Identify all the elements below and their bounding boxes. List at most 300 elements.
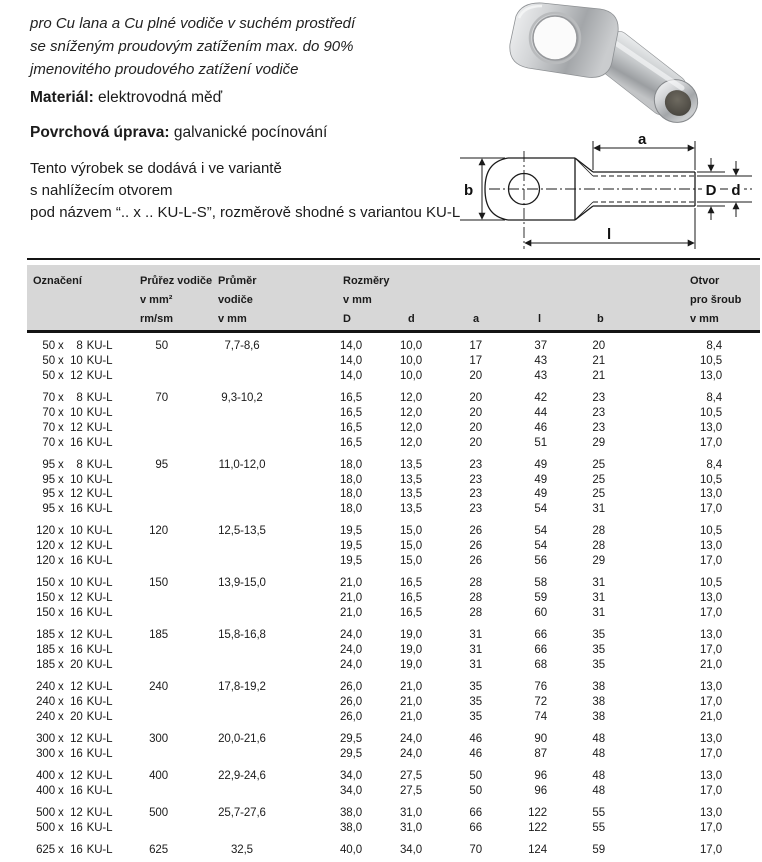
bolt-hole-cell: 21,0 [700, 658, 722, 671]
dim-D-cell: 26,0 [340, 710, 362, 723]
designation-cell: 95 x 8 KU-L [42, 458, 113, 471]
dim-a-cell: 66 [469, 806, 482, 819]
conductor-diameter-cell [170, 369, 314, 384]
designation-cell: 185 x 16 KU-L [36, 643, 113, 656]
conductor-diameter-cell [170, 502, 314, 517]
cross-section-cell [115, 539, 170, 554]
designation-cell: 625 x 16 KU-L [36, 843, 113, 856]
dim-l-cell: 124 [528, 843, 547, 856]
table-row [27, 658, 760, 673]
dim-b-cell: 29 [592, 436, 605, 449]
cross-section-cell [115, 421, 170, 436]
header-conductor-diameter: Průměr vodiče v mm [218, 275, 257, 325]
dim-d-cell: 13,5 [400, 488, 422, 501]
bolt-hole-cell: 13,0 [700, 592, 722, 605]
dim-label-b: b [464, 182, 474, 199]
conductor-diameter-cell: 20,0-21,6 [218, 732, 266, 745]
bolt-hole-cell: 17,0 [700, 747, 722, 760]
table-row [27, 747, 760, 762]
conductor-diameter-cell: 17,8-19,2 [218, 680, 266, 693]
designation-cell: 95 x 12 KU-L [42, 488, 113, 501]
dim-l-cell: 72 [534, 695, 547, 708]
dim-l-cell: 51 [534, 436, 547, 449]
dim-d-cell: 21,0 [400, 680, 422, 693]
header-dim-d: d [408, 313, 415, 325]
header-dim-D: D [343, 313, 351, 325]
conductor-diameter-cell: 25,7-27,6 [218, 806, 266, 819]
dim-a-cell: 23 [469, 473, 482, 486]
table-row [27, 421, 760, 436]
dim-a-cell: 50 [469, 769, 482, 782]
dim-l-cell: 49 [534, 458, 547, 471]
table-row [27, 502, 760, 517]
designation-cell: 50 x 12 KU-L [42, 369, 113, 382]
conductor-diameter-cell [170, 421, 314, 436]
table-row [27, 369, 760, 384]
bolt-hole-cell: 17,0 [700, 607, 722, 619]
dim-d-cell: 34,0 [400, 843, 422, 856]
dim-label-d: d [731, 182, 741, 199]
designation-cell: 185 x 12 KU-L [36, 629, 113, 642]
dim-D-cell: 18,0 [340, 473, 362, 486]
dim-l-cell: 54 [534, 525, 547, 538]
dim-D-cell: 29,5 [340, 747, 362, 760]
table-row [27, 769, 760, 784]
designation-cell: 50 x 10 KU-L [42, 354, 113, 367]
table-row [27, 458, 760, 473]
dim-d-cell: 19,0 [400, 658, 422, 671]
dimension-diagram [445, 128, 762, 262]
dim-a-cell: 66 [469, 821, 482, 834]
dim-d-cell: 16,5 [400, 607, 422, 619]
conductor-diameter-cell [170, 591, 314, 606]
variant-line: s nahlížecím otvorem [30, 182, 173, 199]
designation-cell: 70 x 8 KU-L [42, 391, 113, 404]
dim-b-cell: 25 [592, 458, 605, 471]
dim-l-cell: 96 [534, 769, 547, 782]
dim-a-cell: 50 [469, 784, 482, 797]
designation-cell: 150 x 12 KU-L [36, 592, 113, 605]
dim-l-cell: 49 [534, 488, 547, 501]
dim-d-cell: 15,0 [400, 540, 422, 553]
dim-b-cell: 48 [592, 747, 605, 760]
dim-l-cell: 59 [534, 592, 547, 605]
conductor-diameter-cell [170, 487, 314, 502]
cross-section-cell: 120 [149, 525, 168, 538]
dim-D-cell: 19,5 [340, 525, 362, 538]
designation-cell: 120 x 12 KU-L [36, 540, 113, 553]
table-row [27, 339, 760, 354]
table-top-rule [27, 258, 760, 260]
center-lines [489, 151, 753, 249]
bolt-hole-cell: 13,0 [700, 369, 722, 382]
surface-value: galvanické pocínování [169, 124, 328, 141]
dim-a-cell: 20 [469, 391, 482, 404]
table-row [27, 391, 760, 406]
dim-label-D: D [705, 182, 717, 199]
bolt-hole-cell: 8,4 [706, 458, 722, 471]
material-label: Materiál: [30, 89, 94, 106]
designation-cell: 70 x 10 KU-L [42, 406, 113, 419]
cross-section-cell [115, 502, 170, 517]
designation-cell: 500 x 12 KU-L [36, 806, 113, 819]
bolt-hole-cell: 21,0 [700, 710, 722, 723]
dim-b-cell: 31 [592, 577, 605, 590]
dim-d-cell: 10,0 [400, 354, 422, 367]
conductor-diameter-cell [170, 406, 314, 421]
cross-section-cell [115, 406, 170, 421]
conductor-diameter-cell [170, 643, 314, 658]
table-row [27, 710, 760, 725]
dim-b-cell: 21 [592, 354, 605, 367]
conductor-diameter-cell [170, 821, 314, 836]
dim-D-cell: 18,0 [340, 458, 362, 471]
table-row [27, 821, 760, 836]
conductor-diameter-cell: 11,0-12,0 [218, 458, 266, 471]
dim-d-cell: 13,5 [400, 503, 422, 516]
conductor-diameter-cell [170, 747, 314, 762]
dim-b-cell: 59 [592, 843, 605, 856]
designation-cell: 300 x 16 KU-L [36, 747, 113, 760]
cross-section-cell [115, 369, 170, 384]
dim-a-cell: 35 [469, 695, 482, 708]
dim-D-cell: 16,5 [340, 406, 362, 419]
dim-a-cell: 20 [469, 369, 482, 382]
conductor-diameter-cell: 15,8-16,8 [218, 629, 266, 642]
dim-l-cell: 90 [534, 732, 547, 745]
header-designation: Označení [33, 275, 82, 287]
dim-a-cell: 35 [469, 710, 482, 723]
table-row [27, 732, 760, 747]
dim-D-cell: 18,0 [340, 503, 362, 516]
dim-D-cell: 38,0 [340, 821, 362, 834]
dim-b-cell: 23 [592, 391, 605, 404]
table-row [27, 406, 760, 421]
conductor-diameter-cell [170, 539, 314, 554]
dim-d-cell: 10,0 [400, 340, 422, 352]
dim-d-cell: 27,5 [400, 784, 422, 797]
designation-cell: 50 x 8 KU-L [42, 340, 113, 352]
dim-l-cell: 46 [534, 421, 547, 434]
dim-b-cell: 35 [592, 643, 605, 656]
dim-a-cell: 20 [469, 406, 482, 419]
designation-cell: 150 x 10 KU-L [36, 577, 113, 590]
table-rows [27, 333, 760, 858]
bolt-hole-cell: 13,0 [700, 806, 722, 819]
dim-l-cell: 43 [534, 369, 547, 382]
dim-a-cell: 26 [469, 540, 482, 553]
bolt-hole-cell: 10,5 [700, 577, 722, 590]
dim-b-cell: 38 [592, 680, 605, 693]
variant-paragraph [30, 158, 460, 224]
surface-line [30, 124, 327, 142]
dim-D-cell: 19,5 [340, 555, 362, 568]
dim-D-cell: 14,0 [340, 354, 362, 367]
designation-cell: 300 x 12 KU-L [36, 732, 113, 745]
dim-a-cell: 46 [469, 732, 482, 745]
dim-D-cell: 38,0 [340, 806, 362, 819]
dim-d-cell: 13,5 [400, 473, 422, 486]
cross-section-cell [115, 436, 170, 451]
dim-D-cell: 18,0 [340, 488, 362, 501]
dim-l-cell: 68 [534, 658, 547, 671]
dim-l-cell: 76 [534, 680, 547, 693]
dim-d-cell: 12,0 [400, 421, 422, 434]
bolt-hole-cell: 13,0 [700, 629, 722, 642]
dim-b-cell: 35 [592, 658, 605, 671]
dim-D-cell: 21,0 [340, 607, 362, 619]
table-header [27, 265, 760, 330]
cross-section-cell [115, 354, 170, 369]
dim-a-cell: 17 [469, 340, 482, 352]
dim-a-cell: 26 [469, 555, 482, 568]
dim-b-cell: 35 [592, 629, 605, 642]
bolt-hole-cell: 17,0 [700, 503, 722, 516]
conductor-diameter-cell [170, 658, 314, 673]
cross-section-cell [115, 747, 170, 762]
dim-l-cell: 122 [528, 806, 547, 819]
dim-D-cell: 26,0 [340, 680, 362, 693]
table-row [27, 487, 760, 502]
cross-section-cell [115, 643, 170, 658]
dim-D-cell: 16,5 [340, 436, 362, 449]
dim-l-cell: 96 [534, 784, 547, 797]
bolt-hole-cell: 13,0 [700, 421, 722, 434]
dim-b-cell: 38 [592, 695, 605, 708]
table-row [27, 843, 760, 858]
dim-label-a: a [638, 131, 647, 148]
dim-D-cell: 14,0 [340, 369, 362, 382]
dim-d-cell: 19,0 [400, 629, 422, 642]
dim-a-cell: 26 [469, 525, 482, 538]
dim-l-cell: 54 [534, 503, 547, 516]
dim-l-cell: 66 [534, 629, 547, 642]
spec-table [27, 258, 760, 858]
table-row [27, 524, 760, 539]
cross-section-cell: 185 [149, 629, 168, 642]
header-dimensions: Rozměry v mm [343, 275, 390, 306]
dim-d-cell: 12,0 [400, 436, 422, 449]
dim-b-cell: 31 [592, 592, 605, 605]
dim-D-cell: 21,0 [340, 577, 362, 590]
dim-a-cell: 23 [469, 503, 482, 516]
conductor-diameter-cell: 13,9-15,0 [218, 577, 266, 590]
table-row [27, 695, 760, 710]
dim-d-cell: 13,5 [400, 458, 422, 471]
bolt-hole-cell: 13,0 [700, 732, 722, 745]
variant-line: Tento výrobek se dodává i ve variantě [30, 160, 282, 177]
dim-b-cell: 55 [592, 806, 605, 819]
dim-d-cell: 12,0 [400, 406, 422, 419]
conductor-diameter-cell [170, 606, 314, 621]
dim-l-cell: 37 [534, 340, 547, 352]
dim-a-cell: 28 [469, 607, 482, 619]
product-photo [486, 0, 742, 124]
bolt-hole-cell: 17,0 [700, 843, 722, 856]
dim-a-cell: 31 [469, 658, 482, 671]
dim-D-cell: 24,0 [340, 658, 362, 671]
table-row [27, 680, 760, 695]
dim-l-cell: 43 [534, 354, 547, 367]
dim-l-cell: 87 [534, 747, 547, 760]
dim-b-cell: 25 [592, 488, 605, 501]
dim-a-cell: 23 [469, 458, 482, 471]
conductor-diameter-cell [170, 710, 314, 725]
designation-cell: 240 x 20 KU-L [36, 710, 113, 723]
table-row [27, 628, 760, 643]
cross-section-cell: 50 [155, 340, 168, 352]
dim-D-cell: 34,0 [340, 784, 362, 797]
dim-b-cell: 25 [592, 473, 605, 486]
bolt-hole-cell: 10,5 [700, 473, 722, 486]
dim-D-cell: 24,0 [340, 643, 362, 656]
cross-section-cell [115, 591, 170, 606]
material-value: elektrovodná měď [93, 89, 223, 106]
designation-cell: 185 x 20 KU-L [36, 658, 113, 671]
intro-paragraph [30, 12, 355, 81]
intro-line: jmenovitého proudového zatížení vodiče [30, 61, 299, 78]
cross-section-cell: 70 [155, 391, 168, 404]
cross-section-cell [115, 784, 170, 799]
dim-D-cell: 24,0 [340, 629, 362, 642]
intro-line: se sníženým proudovým zatížením max. do 90% [30, 38, 354, 55]
conductor-diameter-cell [170, 354, 314, 369]
dim-d-cell: 16,5 [400, 592, 422, 605]
dim-d-cell: 16,5 [400, 577, 422, 590]
conductor-diameter-cell: 22,9-24,6 [218, 769, 266, 782]
dim-d-cell: 27,5 [400, 769, 422, 782]
designation-cell: 95 x 10 KU-L [42, 473, 113, 486]
dim-a-cell: 46 [469, 747, 482, 760]
table-row [27, 806, 760, 821]
dim-a-cell: 20 [469, 436, 482, 449]
table-row [27, 606, 760, 621]
conductor-diameter-cell [170, 784, 314, 799]
dim-l-cell: 49 [534, 473, 547, 486]
cross-section-cell [115, 821, 170, 836]
dim-l-cell: 54 [534, 540, 547, 553]
bolt-hole-cell: 13,0 [700, 540, 722, 553]
dim-b-cell: 31 [592, 607, 605, 619]
designation-cell: 150 x 16 KU-L [36, 607, 113, 619]
table-row [27, 576, 760, 591]
dim-d-cell: 12,0 [400, 391, 422, 404]
cross-section-cell [115, 606, 170, 621]
cross-section-cell: 150 [149, 577, 168, 590]
dim-D-cell: 29,5 [340, 732, 362, 745]
dim-a-cell: 28 [469, 577, 482, 590]
cross-section-cell: 400 [149, 769, 168, 782]
bolt-hole-cell: 17,0 [700, 695, 722, 708]
cross-section-cell: 500 [149, 806, 168, 819]
conductor-diameter-cell: 32,5 [231, 843, 253, 856]
cross-section-cell [115, 473, 170, 488]
designation-cell: 400 x 16 KU-L [36, 784, 113, 797]
dim-D-cell: 16,5 [340, 391, 362, 404]
dim-b-cell: 28 [592, 540, 605, 553]
cross-section-cell: 625 [149, 843, 168, 856]
dim-b-cell: 28 [592, 525, 605, 538]
header-dim-b: b [597, 313, 604, 325]
bolt-hole-cell: 10,5 [700, 354, 722, 367]
conductor-diameter-cell [170, 473, 314, 488]
bolt-hole-cell: 17,0 [700, 821, 722, 834]
conductor-diameter-cell: 7,7-8,6 [224, 340, 260, 352]
cross-section-cell: 300 [149, 732, 168, 745]
table-row [27, 473, 760, 488]
bolt-hole-cell: 8,4 [706, 340, 722, 352]
designation-cell: 400 x 12 KU-L [36, 769, 113, 782]
cross-section-cell [115, 554, 170, 569]
bolt-hole-cell: 13,0 [700, 488, 722, 501]
cross-section-cell: 240 [149, 680, 168, 693]
header-dim-a: a [473, 313, 480, 325]
designation-cell: 120 x 10 KU-L [36, 525, 113, 538]
dim-l-cell: 44 [534, 406, 547, 419]
dim-D-cell: 14,0 [340, 340, 362, 352]
bolt-hole-cell: 17,0 [700, 555, 722, 568]
dim-D-cell: 21,0 [340, 592, 362, 605]
dim-label-l: l [607, 226, 612, 243]
table-row [27, 591, 760, 606]
table-row [27, 539, 760, 554]
dim-b-cell: 21 [592, 369, 605, 382]
cross-section-cell: 95 [155, 458, 168, 471]
dim-l-cell: 122 [528, 821, 547, 834]
dim-a-cell: 28 [469, 592, 482, 605]
dim-b-cell: 20 [592, 340, 605, 352]
dim-D-cell: 19,5 [340, 540, 362, 553]
bolt-hole-cell: 10,5 [700, 525, 722, 538]
dim-d-cell: 31,0 [400, 806, 422, 819]
dim-d-cell: 21,0 [400, 710, 422, 723]
dim-b-cell: 48 [592, 732, 605, 745]
intro-line: pro Cu lana a Cu plné vodiče v suchém prostředí [30, 15, 356, 32]
dim-l-cell: 58 [534, 577, 547, 590]
dim-b-cell: 31 [592, 503, 605, 516]
table-row [27, 784, 760, 799]
dim-d-cell: 24,0 [400, 747, 422, 760]
dim-D-cell: 40,0 [340, 843, 362, 856]
lug-palm [510, 3, 618, 77]
designation-cell: 120 x 16 KU-L [36, 555, 113, 568]
cross-section-cell [115, 710, 170, 725]
material-line [30, 89, 222, 107]
designation-cell: 70 x 12 KU-L [42, 421, 113, 434]
table-row [27, 643, 760, 658]
dim-l-cell: 74 [534, 710, 547, 723]
header-dim-l: l [538, 313, 542, 325]
variant-line: pod názvem “.. x .. KU-L-S”, rozměrově shodné s variantou KU-L [30, 204, 461, 221]
dim-b-cell: 55 [592, 821, 605, 834]
bolt-hole-cell: 10,5 [700, 406, 722, 419]
dim-b-cell: 48 [592, 769, 605, 782]
bolt-hole-cell: 17,0 [700, 643, 722, 656]
designation-cell: 500 x 16 KU-L [36, 821, 113, 834]
dim-b-cell: 29 [592, 555, 605, 568]
dim-a-cell: 23 [469, 488, 482, 501]
header-bolt-hole: Otvor pro šroub v mm [690, 275, 742, 325]
table-row [27, 436, 760, 451]
cross-section-cell [115, 695, 170, 710]
dim-d-cell: 19,0 [400, 643, 422, 656]
dim-d-cell: 15,0 [400, 555, 422, 568]
bolt-hole-cell: 17,0 [700, 784, 722, 797]
header-cross-section: Průřez vodiče v mm² rm/sm [140, 275, 213, 325]
conductor-diameter-cell [170, 695, 314, 710]
designation-cell: 70 x 16 KU-L [42, 436, 113, 449]
dim-d-cell: 15,0 [400, 525, 422, 538]
